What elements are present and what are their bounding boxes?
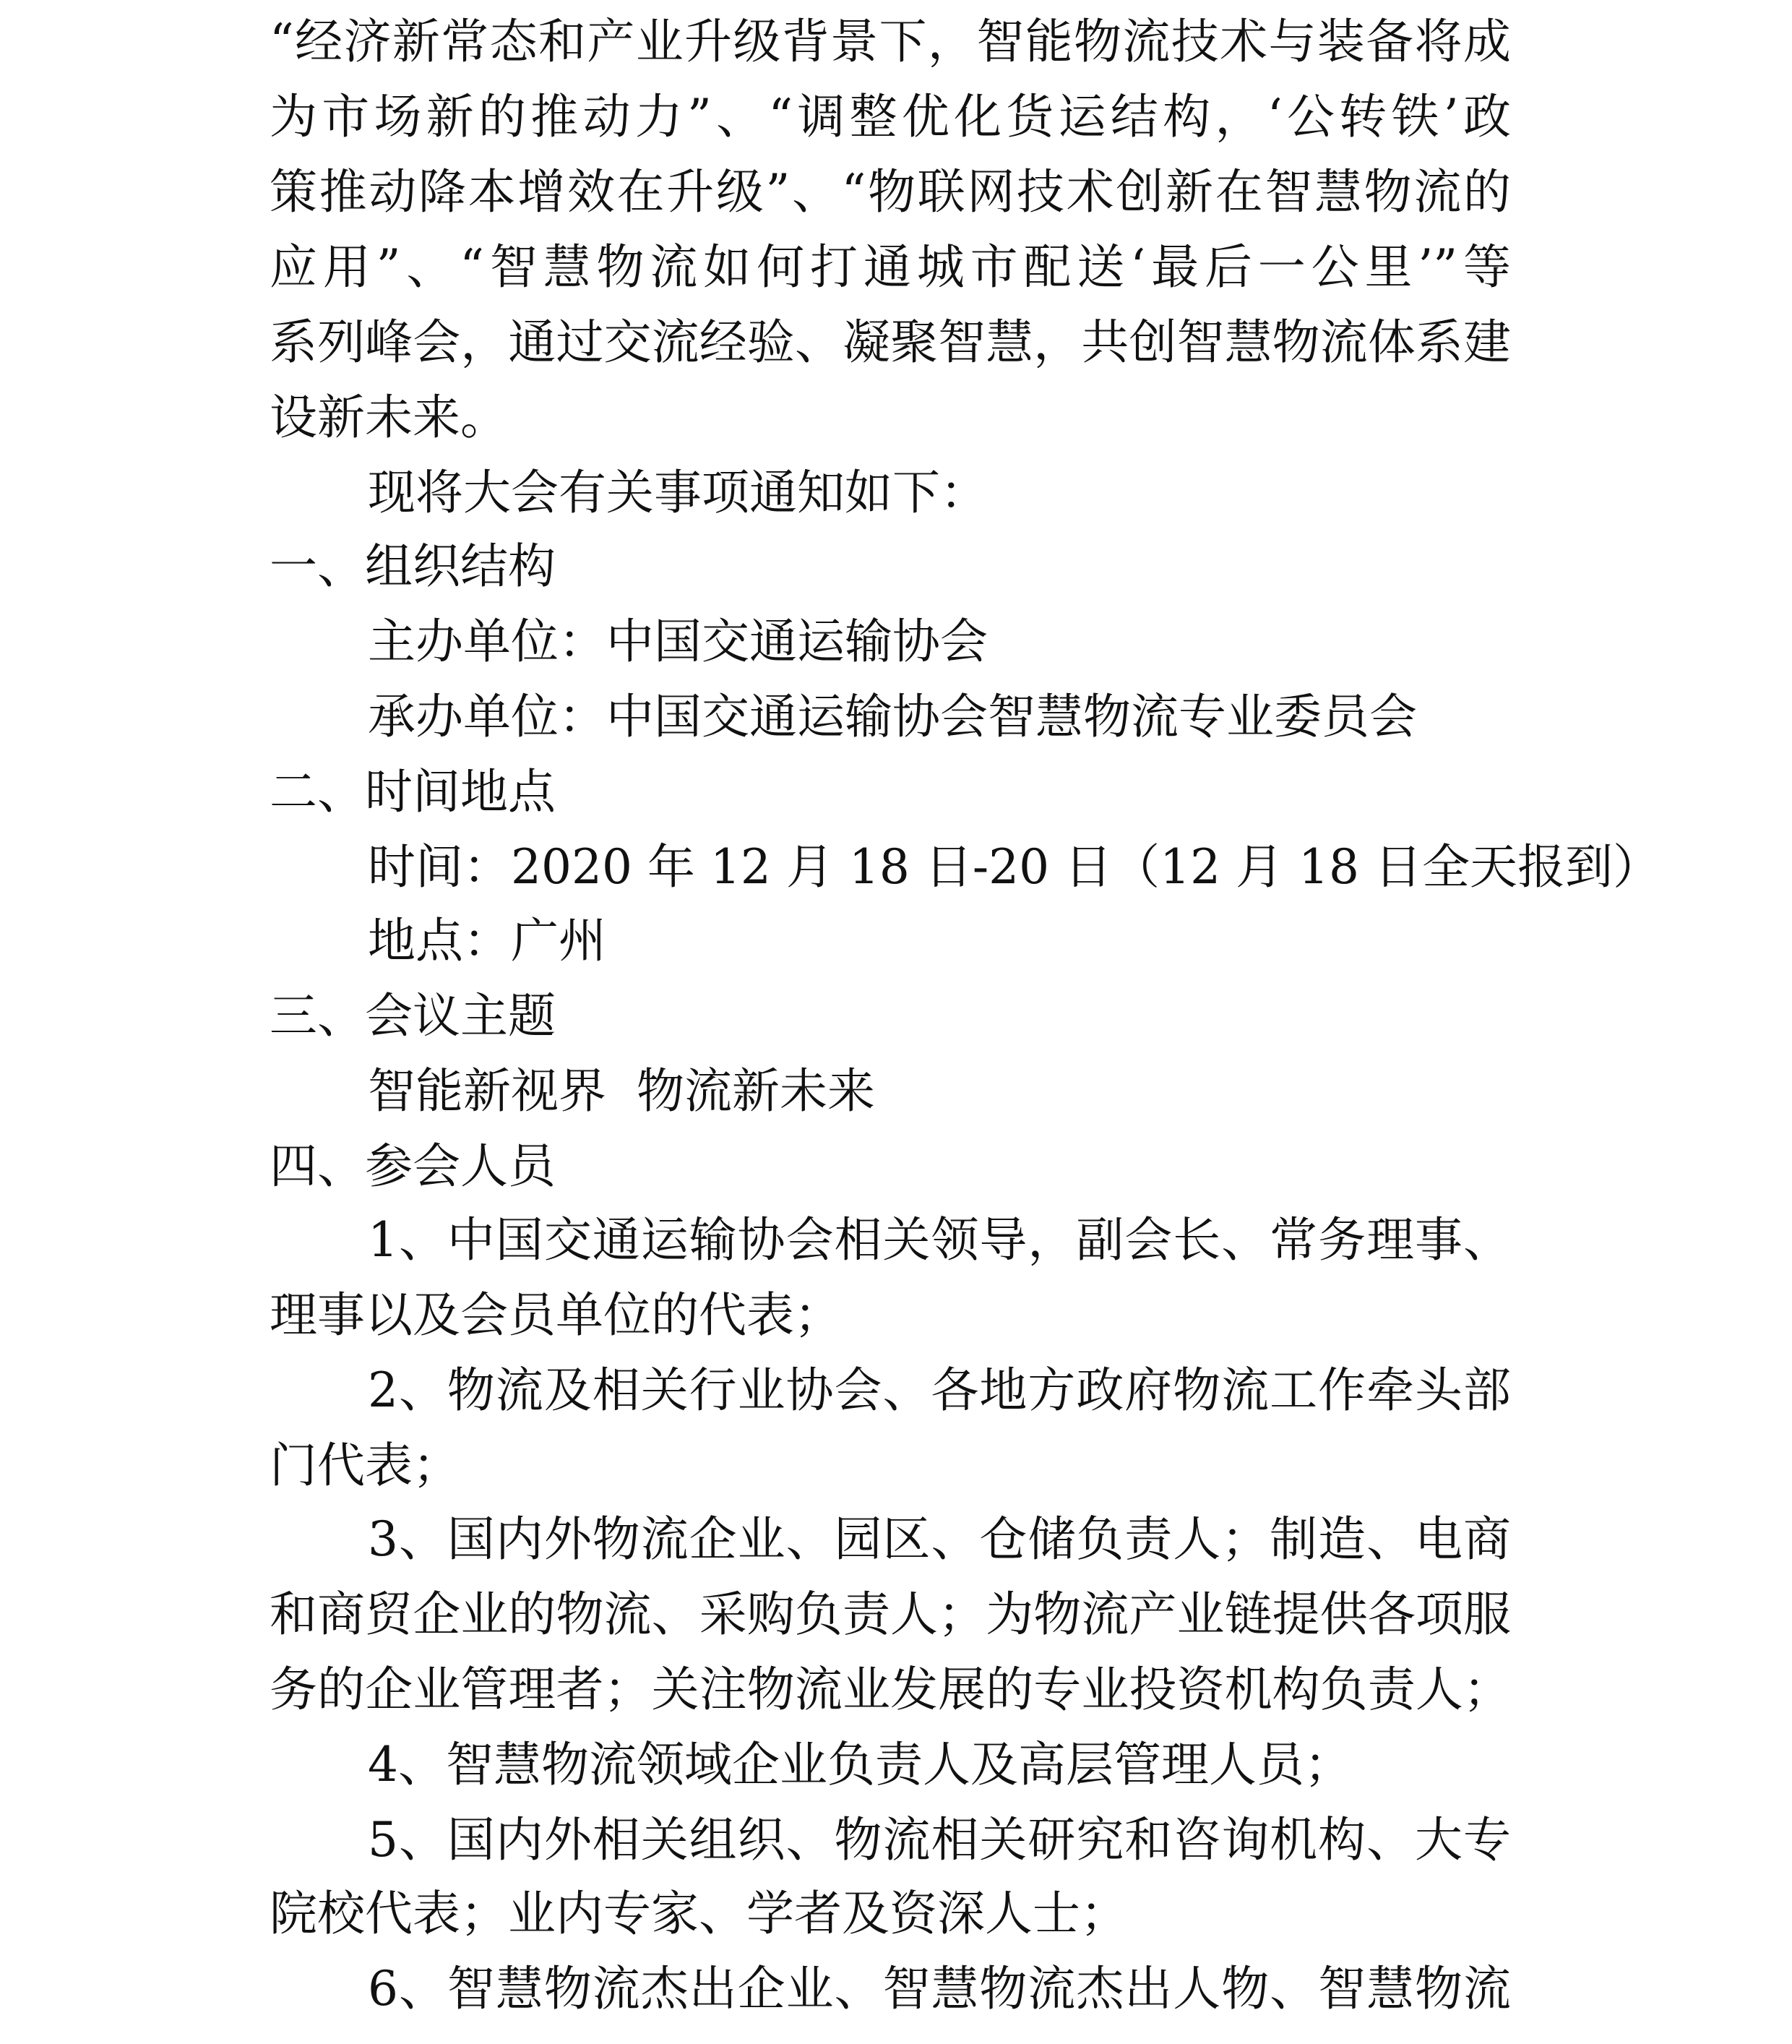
meeting-theme: 智能新视界 物流新未来 xyxy=(368,1063,875,1119)
section-heading-theme: 三、会议主题 xyxy=(270,988,556,1044)
intro-line: 应用”、“智慧物流如何打通城市配送‘最后一公里’”等 xyxy=(270,239,1511,295)
intro-line: “经济新常态和产业升级背景下，智能物流技术与装备将成 xyxy=(270,14,1511,69)
meeting-place: 地点：广州 xyxy=(368,913,606,969)
section-heading-participants: 四、参会人员 xyxy=(270,1138,556,1194)
participant-item-continued: 理事以及会员单位的代表； xyxy=(270,1287,842,1343)
participant-item-continued: 和商贸企业的物流、采购负责人；为物流产业链提供各项服 xyxy=(270,1586,1511,1642)
intro-line: 系列峰会，通过交流经验、凝聚智慧，共创智慧物流体系建 xyxy=(270,314,1511,370)
intro-line: 为市场新的推动力”、“调整优化货运结构，‘公转铁’政 xyxy=(270,89,1511,145)
intro-line: 设新未来。 xyxy=(270,390,508,445)
meeting-time: 时间：2020 年 12 月 18 日-20 日（12 月 18 日全天报到） xyxy=(368,839,1660,895)
participant-item: 2、物流及相关行业协会、各地方政府物流工作牵头部 xyxy=(368,1362,1511,1418)
participant-item-continued: 务的企业管理者；关注物流业发展的专业投资机构负责人； xyxy=(270,1662,1511,1717)
host-unit: 主办单位：中国交通运输协会 xyxy=(368,614,988,669)
participant-item: 1、中国交通运输协会相关领导，副会长、常务理事、 xyxy=(368,1212,1511,1268)
section-heading-time-place: 二、时间地点 xyxy=(270,764,556,820)
organizer-unit: 承办单位：中国交通运输协会智慧物流专业委员会 xyxy=(368,689,1417,744)
section-heading-organization: 一、组织结构 xyxy=(270,538,556,594)
participant-item: 3、国内外物流企业、园区、仓储负责人；制造、电商 xyxy=(368,1511,1511,1567)
participant-item-continued: 门代表； xyxy=(270,1438,460,1493)
participant-item-continued: 院校代表；业内专家、学者及资深人士； xyxy=(270,1886,1128,1941)
participant-item: 5、国内外相关组织、物流相关研究和咨询机构、大专 xyxy=(368,1812,1511,1868)
participant-item: 6、智慧物流杰出企业、智慧物流杰出人物、智慧物流 xyxy=(368,1961,1511,2017)
intro-line: 策推动降本增效在升级”、“物联网技术创新在智慧物流的 xyxy=(270,164,1511,220)
participant-item: 4、智慧物流领域企业负责人及高层管理人员； xyxy=(368,1737,1352,1792)
notice-line: 现将大会有关事项通知如下： xyxy=(368,465,988,520)
